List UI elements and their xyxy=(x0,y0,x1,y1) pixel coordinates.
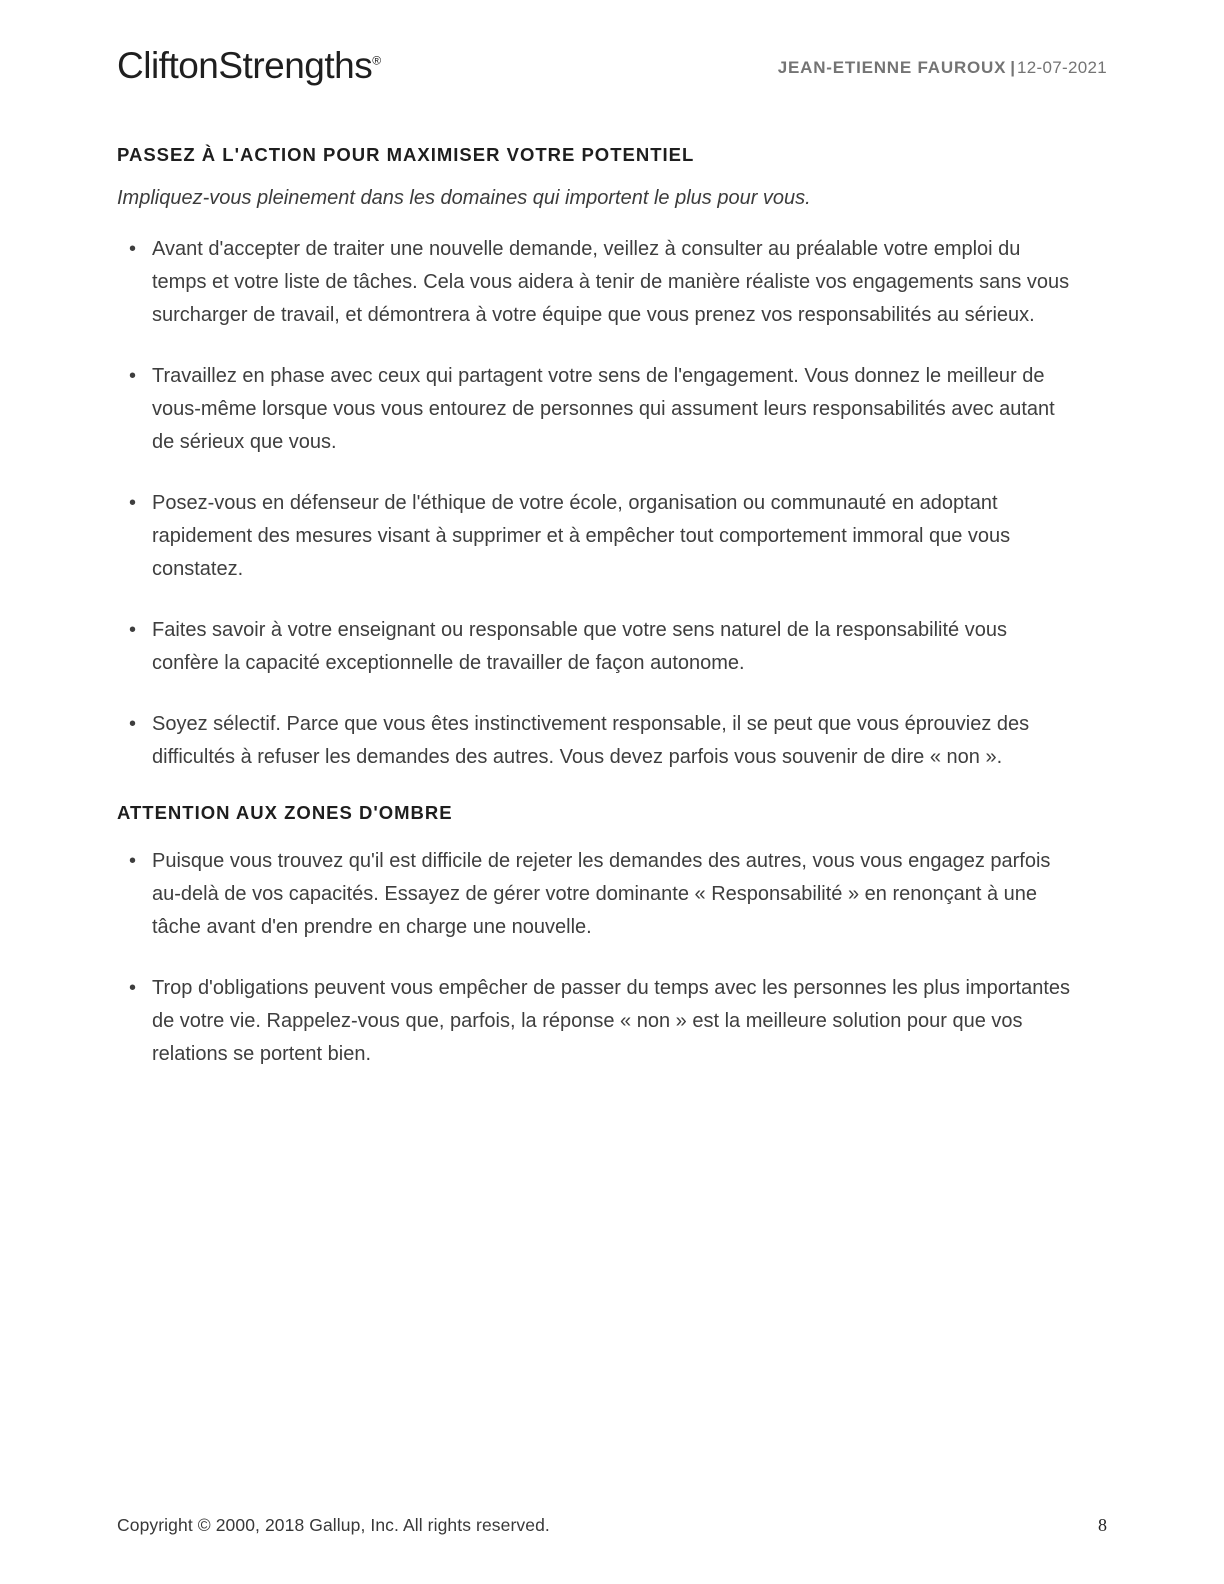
section-title: PASSEZ À L'ACTION POUR MAXIMISER VOTRE POTENTIEL xyxy=(117,143,695,165)
header-meta xyxy=(778,58,1107,87)
bullet-text: Trop d'obligations peuvent vous empêcher de passer du temps avec les personnes les plus importantes de votre vie. Rappelez-vous que, parfois, la réponse « non » est la meilleure solution pour que vos relations se portent bien. xyxy=(152,976,1071,1065)
bullet-text: Soyez sélectif. Parce que vous êtes instinctivement responsable, il se peut que vous éprouviez des difficultés à refuser les demandes des autres. Vous devez parfois vous souvenir de dire « non ». xyxy=(152,712,1030,768)
bullet-text: Posez-vous en défenseur de l'éthique de votre école, organisation ou communauté en adoptant rapidement des mesures visant à supprimer et à empêcher tout comportement immoral que vous constatez. xyxy=(152,491,1011,580)
registered-trademark-symbol: ® xyxy=(372,53,382,68)
cliftonstrengths-logo xyxy=(117,46,381,87)
header-separator: | xyxy=(1010,57,1016,77)
bullet-text: Avant d'accepter de traiter une nouvelle demande, veillez à consulter au préalable votre emploi du temps et votre liste de tâches. Cela vous aidera à tenir de manière réaliste vos engagements sans vous surcharger de travail, et démontrera à votre équipe que vous prenez vos responsabilités au sérieux. xyxy=(152,237,1070,326)
page-header xyxy=(117,46,1107,87)
bullet-item xyxy=(117,845,1077,944)
bullet-item xyxy=(117,614,1077,680)
bullet-item xyxy=(117,487,1077,586)
page-number: 8 xyxy=(1098,1515,1107,1535)
bullet-list xyxy=(117,233,1107,774)
bullet-text: Puisque vous trouvez qu'il est difficile de rejeter les demandes des autres, vous vous engagez parfois au-delà de vos capacités. Essayez de gérer votre dominante « Responsabilité » en renonçant à une tâche avant d'en prendre en charge une nouvelle. xyxy=(152,849,1051,938)
logo-text: CliftonStrengths xyxy=(117,45,373,86)
bullet-item xyxy=(117,360,1077,459)
bullet-item xyxy=(117,972,1077,1071)
page-footer xyxy=(117,1515,1107,1536)
person-name: JEAN-ETIENNE FAUROUX xyxy=(777,57,1007,77)
bullet-list xyxy=(117,845,1107,1071)
section-intro: Impliquez-vous pleinement dans les domaines qui importent le plus pour vous. xyxy=(117,186,811,209)
report-date: 12-07-2021 xyxy=(1017,57,1107,77)
copyright-notice: Copyright © 2000, 2018 Gallup, Inc. All rights reserved. xyxy=(117,1515,550,1535)
report-content xyxy=(117,144,1107,1071)
section-take-action xyxy=(117,144,1107,774)
bullet-item xyxy=(117,233,1077,332)
bullet-text: Travaillez en phase avec ceux qui partagent votre sens de l'engagement. Vous donnez le meilleur de vous-même lorsque vous vous entourez de personnes qui assument leurs responsabilités avec autant de sérieux que vous. xyxy=(152,364,1055,453)
bullet-text: Faites savoir à votre enseignant ou responsable que votre sens naturel de la responsabilité vous confère la capacité exceptionnelle de travailler de façon autonome. xyxy=(152,618,1007,674)
section-blind-spots xyxy=(117,802,1107,1071)
section-title: ATTENTION AUX ZONES D'OMBRE xyxy=(117,801,453,823)
bullet-item xyxy=(117,708,1077,774)
